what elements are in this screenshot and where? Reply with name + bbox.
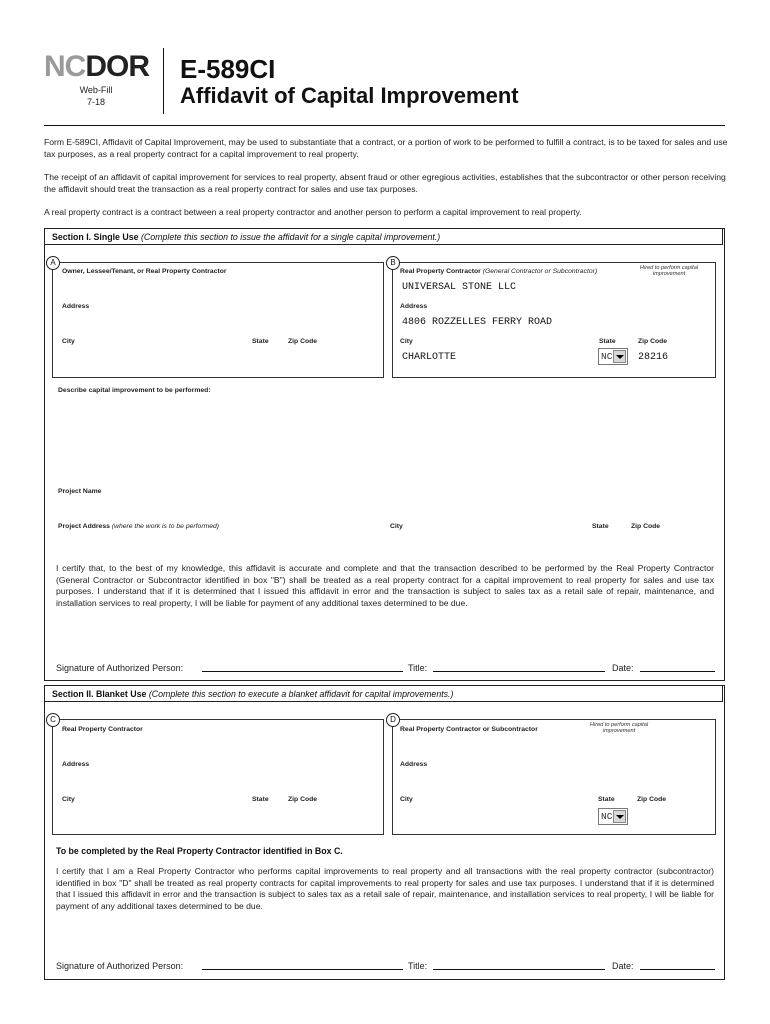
box-d-hired-note: Hired to perform capital improvement (589, 722, 649, 734)
describe-improvement-label: Describe capital improvement to be performed: (58, 387, 211, 394)
box-a (52, 262, 384, 378)
box-a-city-label: City (62, 338, 75, 345)
box-a-address-label: Address (62, 303, 90, 310)
box-c-marker: C (46, 713, 60, 727)
chevron-down-icon[interactable] (613, 810, 626, 823)
contractor-address-field[interactable]: 4806 ROZZELLES FERRY ROAD (402, 317, 553, 328)
chevron-down-icon[interactable] (613, 350, 626, 363)
intro-paragraph-2: The receipt of an affidavit of capital improvement for services to real property, absent fraud or other egregious activities, establishes that the subcontractor or other person receiving the affidavit should treat the transaction as a real property contract for sales and use tax purposes. (44, 172, 726, 194)
box-c-completion-heading: To be completed by the Real Property Contractor identified in Box C. (56, 846, 343, 856)
box-d-marker: D (386, 713, 400, 727)
intro-paragraph-1: Form E-589CI, Affidavit of Capital Improvement, may be used to substantiate that a contract, or a portion of work to be performed to fulfill a contract, is to be taxed for sales and use tax purposes, as a real property contract for a capital improvement to real property. (44, 137, 728, 159)
box-d-city-label: City (400, 796, 413, 803)
box-d-address-label: Address (400, 761, 428, 768)
section-2-signature-line[interactable] (202, 969, 403, 970)
header-rule (44, 125, 725, 126)
section-2-signature-label: Signature of Authorized Person: (56, 961, 184, 971)
project-name-label: Project Name (58, 488, 102, 495)
box-a-marker: A (46, 256, 60, 270)
box-b-zip-label: Zip Code (638, 338, 668, 345)
box-b-city-label: City (400, 338, 413, 345)
box-a-zip-label: Zip Code (288, 338, 318, 345)
section-2-date-label: Date: (612, 961, 634, 971)
section-2-date-line[interactable] (640, 969, 715, 970)
intro-paragraph-3: A real property contract is a contract between a real property contractor and another person to perform a capital improvement to real property. (44, 207, 582, 217)
section-1-date-label: Date: (612, 663, 634, 673)
box-d-zip-label: Zip Code (637, 796, 667, 803)
section-1-signature-label: Signature of Authorized Person: (56, 663, 184, 673)
describe-improvement-field[interactable] (56, 398, 716, 480)
box-d-party-label: Real Property Contractor or Subcontractor (400, 726, 538, 733)
section-1-title-line[interactable] (433, 671, 605, 672)
box-c (52, 719, 384, 835)
box-b-marker: B (386, 256, 400, 270)
project-zip-label: Zip Code (631, 523, 661, 530)
ncdor-logo: NCDOR (44, 50, 150, 83)
web-fill-note: Web-Fill 7-18 (79, 85, 113, 107)
project-city-label: City (390, 523, 403, 530)
section-2-certification: I certify that I am a Real Property Contractor who performs capital improvements to real property and all transactions with the real property contractor (subcontractor) identified in box "D" shall be treated as real property contracts for capital improvements to real property for sales and use tax purposes. I understand that if it is determined that I issued this affidavit in error and the transaction is subject to sales tax as a retail sale of repair, maintenance, and installation services to real property, I will be liable for payment of any additional taxes determined to be due. (56, 866, 714, 911)
box-b-state-label: State (599, 338, 616, 345)
section-1-header: Section I. Single Use (Complete this section to issue the affidavit for a single capital improvement.) (44, 228, 723, 245)
contractor-name-field[interactable]: UNIVERSAL STONE LLC (402, 282, 517, 293)
section-1-signature-line[interactable] (202, 671, 403, 672)
section-1-title-label: Title: (408, 663, 428, 673)
box-a-party-label: Owner, Lessee/Tenant, or Real Property Contractor (62, 268, 227, 275)
box-c-party-label: Real Property Contractor (62, 726, 143, 733)
box-c-city-label: City (62, 796, 75, 803)
box-a-state-label: State (252, 338, 269, 345)
box-c-address-label: Address (62, 761, 90, 768)
box-b-hired-note: Hired to perform capital improvement (639, 265, 699, 277)
section-1-date-line[interactable] (640, 671, 715, 672)
contractor-zip-field[interactable]: 28216 (638, 352, 669, 363)
header-divider (163, 48, 164, 114)
section-2-title-label: Title: (408, 961, 428, 971)
section-1-certification: I certify that, to the best of my knowledge, this affidavit is accurate and complete and that the transaction described to be performed by the Real Property Contractor (General Contractor or Subcontractor identified in box "B") shall be treated as a real property contract for a capital improvement to real property for sales and use tax purposes. I understand that if it is determined that I issued this affidavit in error and the transaction is subject to sales tax as a retail sale of repair, maintenance, and installation services to real property, I will be liable for payment of any additional taxes determined to be due. (56, 563, 714, 608)
section-2-title-line[interactable] (433, 969, 605, 970)
contractor-city-field[interactable]: CHARLOTTE (402, 352, 457, 363)
box-c-state-label: State (252, 796, 269, 803)
section-2-header: Section II. Blanket Use (Complete this section to execute a blanket affidavit for capital improvements.) (44, 685, 723, 702)
box-d (392, 719, 716, 835)
box-c-zip-label: Zip Code (288, 796, 318, 803)
box-d-state-label: State (598, 796, 615, 803)
project-state-label: State (592, 523, 609, 530)
contractor-state-select[interactable]: NC (598, 348, 628, 365)
subcontractor-state-select[interactable]: NC (598, 808, 628, 825)
form-number: E-589CI (180, 54, 276, 84)
form-title: Affidavit of Capital Improvement (180, 83, 519, 108)
box-b-party-label: Real Property Contractor (General Contractor or Subcontractor) (400, 268, 598, 275)
box-b-address-label: Address (400, 303, 428, 310)
project-address-label: Project Address (where the work is to be performed) (58, 523, 220, 530)
